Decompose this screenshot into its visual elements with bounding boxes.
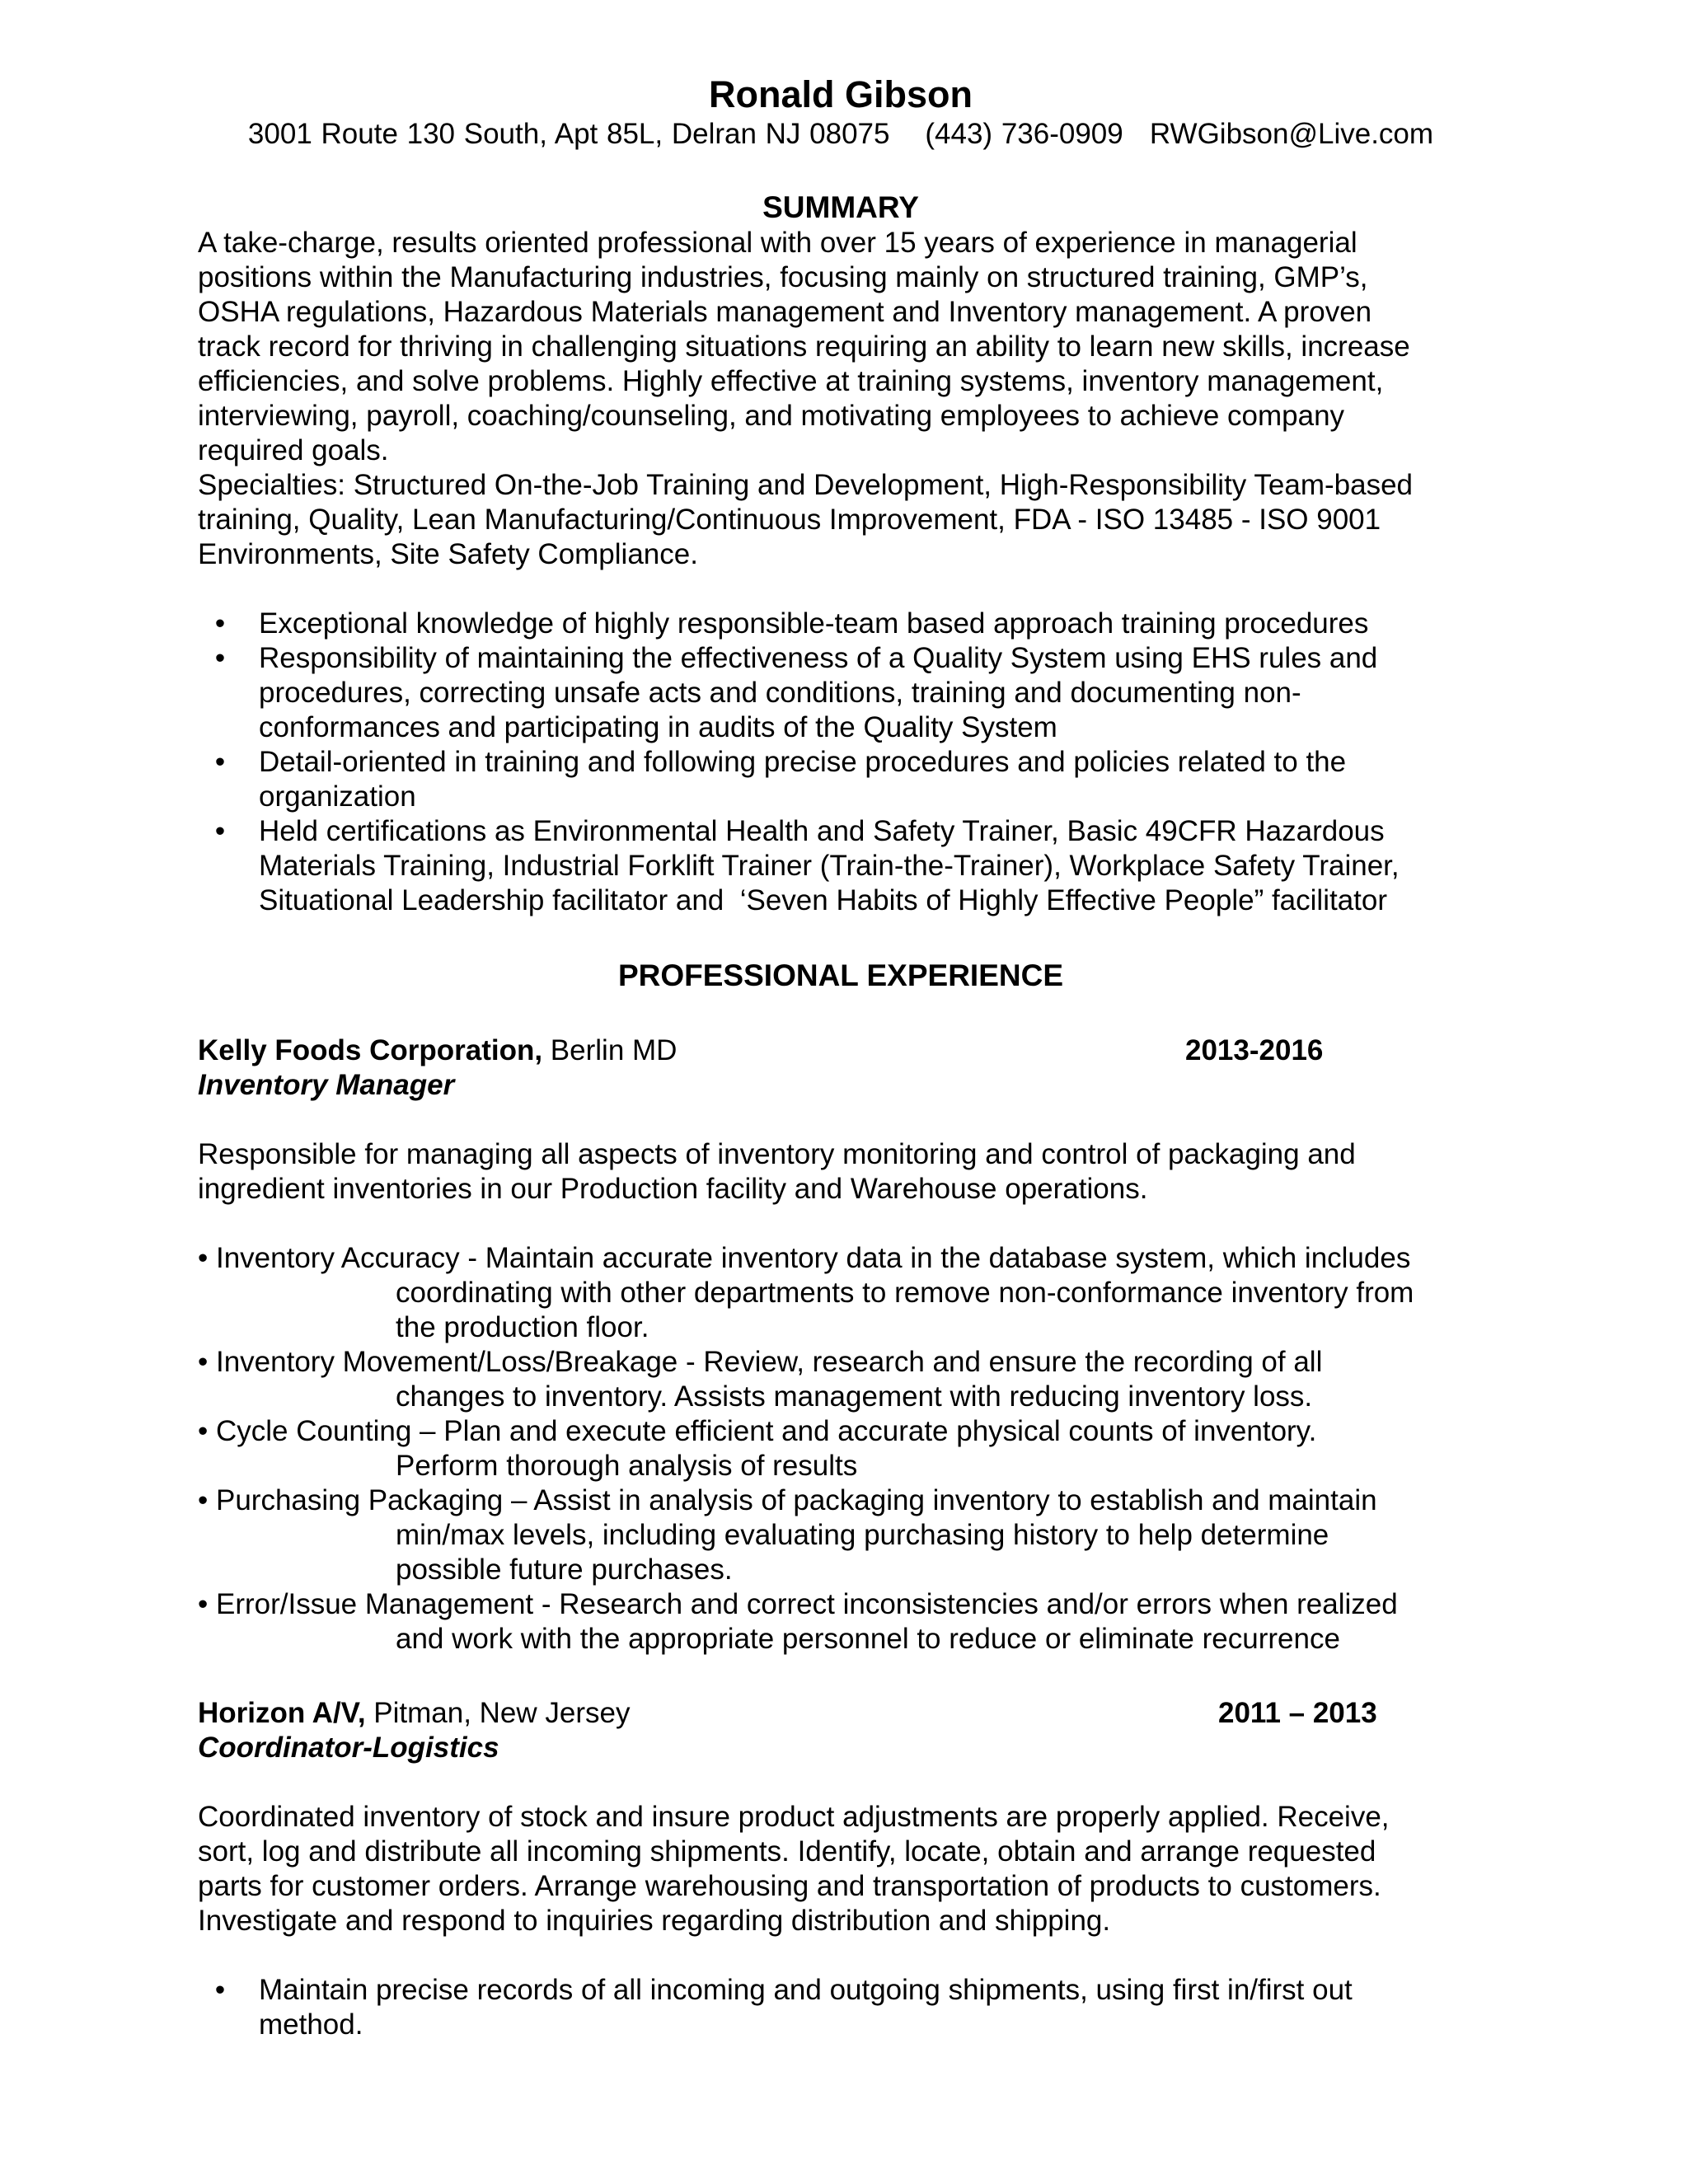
specialties-line: training, Quality, Lean Manufacturing/Continuous Improvement, FDA - ISO 13485 - ISO 9001 (198, 504, 1381, 536)
duty-line: • Purchasing Packaging – Assist in analysis of packaging inventory to establish and maintain (198, 1484, 1377, 1516)
job-header (198, 1033, 1484, 1068)
company-location: Pitman, New Jersey (365, 1697, 631, 1729)
company-line (198, 1696, 630, 1731)
bullet-icon: • (214, 607, 226, 640)
duty-line: and work with the appropriate personnel to reduce or eliminate recurrence (396, 1623, 1340, 1655)
duty-line: Perform thorough analysis of results (396, 1450, 858, 1482)
job-description (198, 1800, 1484, 1938)
list-item (198, 1345, 1484, 1414)
summary-line: required goals. (198, 434, 389, 466)
job-title: Coordinator-Logistics (198, 1732, 499, 1764)
bullet-line: Responsibility of maintaining the effectiveness of a Quality System using EHS rules and (259, 642, 1378, 674)
description-line: ingredient inventories in our Production facility and Warehouse operations. (198, 1173, 1148, 1205)
company-location: Berlin MD (542, 1034, 678, 1066)
duty-line: changes to inventory. Assists management with reducing inventory loss. (396, 1380, 1313, 1413)
duty-line: possible future purchases. (396, 1554, 733, 1586)
bullet-line: method. (259, 2008, 363, 2041)
description-line: Responsible for managing all aspects of inventory monitoring and control of packaging and (198, 1138, 1356, 1170)
bullet-icon: • (214, 642, 226, 674)
bullet-line: procedures, correcting unsafe acts and conditions, training and documenting non- (259, 677, 1301, 709)
specialties-line: Specialties: Structured On-the-Job Training and Development, High-Responsibility Team-based (198, 469, 1413, 501)
duty-list (198, 1241, 1484, 1657)
list-item (198, 745, 1484, 814)
job-bullet-list (198, 1973, 1484, 2042)
summary-bullet-list (198, 607, 1484, 918)
duty-line: the production floor. (396, 1311, 649, 1343)
candidate-name: Ronald Gibson (709, 73, 973, 115)
job-entry-kelly-foods (198, 1033, 1484, 1657)
experience-title: PROFESSIONAL EXPERIENCE (617, 958, 1064, 992)
list-item (198, 1414, 1484, 1483)
bullet-line: Materials Training, Industrial Forklift Trainer (Train-the-Trainer), Workplace Safety Trainer, (259, 850, 1400, 882)
list-item (198, 1587, 1484, 1657)
summary-line: positions within the Manufacturing industries, focusing mainly on structured training, GMP’s, (198, 261, 1368, 293)
job-header (198, 1696, 1484, 1731)
summary-line: track record for thriving in challenging situations requiring an ability to learn new skills, increase (198, 330, 1410, 363)
summary-line: efficiencies, and solve problems. Highly effective at training systems, inventory management, (198, 365, 1384, 397)
job-dates: 2011 – 2013 (1218, 1697, 1377, 1729)
company-line (198, 1033, 677, 1068)
company-name: Horizon A/V, (198, 1697, 366, 1729)
list-item (198, 1483, 1484, 1587)
contact-line: 3001 Route 130 South, Apt 85L, Delran NJ 08075 (443) 736-0909 RWGibson@Live.com (247, 118, 1434, 150)
bullet-line: Maintain precise records of all incoming and outgoing shipments, using first in/first out (259, 1974, 1353, 2006)
bullet-line: organization (259, 780, 416, 813)
resume-header (198, 73, 1484, 152)
list-item (198, 814, 1484, 918)
job-entry-horizon-av (198, 1696, 1484, 2042)
list-item (198, 1241, 1484, 1345)
company-name: Kelly Foods Corporation, (198, 1034, 543, 1066)
summary-line: A take-charge, results oriented professional with over 15 years of experience in managerial (198, 227, 1357, 259)
list-item (198, 607, 1484, 641)
specialties-line: Environments, Site Safety Compliance. (198, 538, 698, 570)
bullet-line: Held certifications as Environmental Health and Safety Trainer, Basic 49CFR Hazardous (259, 815, 1385, 847)
duty-line: coordinating with other departments to remove non-conformance inventory from (396, 1277, 1414, 1309)
bullet-line: Detail-oriented in training and following precise procedures and policies related to the (259, 746, 1347, 778)
duty-line: • Cycle Counting – Plan and execute efficient and accurate physical counts of inventory. (198, 1415, 1317, 1447)
list-item (198, 1973, 1484, 2042)
list-item (198, 641, 1484, 745)
job-title: Inventory Manager (198, 1069, 455, 1101)
description-line: sort, log and distribute all incoming shipments. Identify, locate, obtain and arrange requested (198, 1835, 1376, 1868)
bullet-icon: • (214, 815, 226, 847)
bullet-line: Situational Leadership facilitator and ‘Seven Habits of Highly Effective People” facilitator (259, 884, 1387, 916)
summary-title: SUMMARY (762, 190, 919, 224)
description-line: Coordinated inventory of stock and insure product adjustments are properly applied. Receive, (198, 1801, 1390, 1833)
summary-line: OSHA regulations, Hazardous Materials management and Inventory management. A proven (198, 296, 1372, 328)
bullet-icon: • (214, 746, 226, 778)
bullet-icon: • (214, 1974, 226, 2006)
duty-line: • Error/Issue Management - Research and correct inconsistencies and/or errors when realized (198, 1588, 1398, 1620)
duty-line: • Inventory Movement/Loss/Breakage - Review, research and ensure the recording of all (198, 1346, 1323, 1378)
bullet-line: Exceptional knowledge of highly responsible-team based approach training procedures (259, 607, 1369, 640)
job-description (198, 1137, 1484, 1207)
summary-line: interviewing, payroll, coaching/counseling, and motivating employees to achieve company (198, 400, 1345, 432)
job-dates: 2013-2016 (1185, 1034, 1324, 1066)
bullet-line: conformances and participating in audits of the Quality System (259, 711, 1057, 743)
description-line: Investigate and respond to inquiries regarding distribution and shipping. (198, 1905, 1111, 1937)
resume-content (198, 73, 1484, 2042)
duty-line: min/max levels, including evaluating purchasing history to help determine (396, 1519, 1329, 1551)
description-line: parts for customer orders. Arrange warehousing and transportation of products to customers. (198, 1870, 1381, 1902)
duty-line: • Inventory Accuracy - Maintain accurate inventory data in the database system, which includes (198, 1242, 1411, 1274)
summary-paragraph (198, 226, 1484, 572)
